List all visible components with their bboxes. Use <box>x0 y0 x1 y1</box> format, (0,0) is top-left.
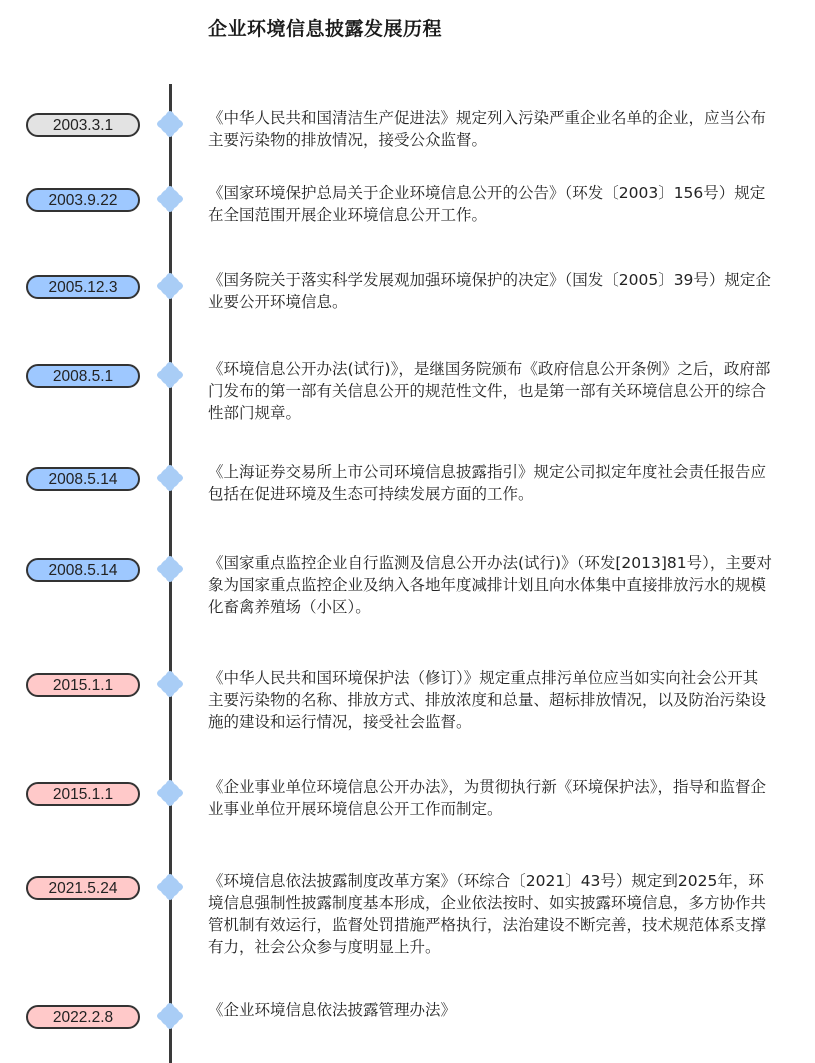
date-badge: 2008.5.14 <box>26 558 140 582</box>
date-badge: 2005.12.3 <box>26 275 140 299</box>
event-description: 《国家重点监控企业自行监测及信息公开办法(试行)》（环发[2013]81号），主要对象为国家重点监控企业及纳入各地年度减排计划且向水体集中直接排放污水的规模化畜禽养殖场（小区）。 <box>208 554 772 616</box>
date-badge: 2015.1.1 <box>26 782 140 806</box>
date-badge: 2021.5.24 <box>26 876 140 900</box>
page-title: 企业环境信息披露发展历程 <box>208 18 443 40</box>
date-badge: 2003.9.22 <box>26 188 140 212</box>
date-badge: 2015.1.1 <box>26 673 140 697</box>
timeline-node-icon <box>160 877 180 897</box>
event-description: 《国家环境保护总局关于企业环境信息公开的公告》（环发〔2003〕156号）规定在全国范围开展企业环境信息公开工作。 <box>208 184 766 224</box>
timeline-node-icon <box>160 189 180 209</box>
date-badge: 2022.2.8 <box>26 1005 140 1029</box>
event-description: 《企业环境信息依法披露管理办法》 <box>208 1001 457 1019</box>
timeline-node-icon <box>160 674 180 694</box>
event-description: 《企业事业单位环境信息公开办法》，为贯彻执行新《环境保护法》，指导和监督企业事业单位开展环境信息公开工作而制定。 <box>208 778 767 818</box>
date-badge: 2008.5.14 <box>26 467 140 491</box>
event-description: 《中华人民共和国清洁生产促进法》规定列入污染严重企业名单的企业，应当公布主要污染物的排放情况，接受公众监督。 <box>208 109 767 149</box>
timeline-node-icon <box>160 114 180 134</box>
timeline-node-icon <box>160 783 180 803</box>
event-description: 《环境信息依法披露制度改革方案》（环综合〔2021〕43号）规定到2025年，环境信息强制性披露制度基本形成，企业依法按时、如实披露环境信息，多方协作共管机制有效运行，监督处罚措施严格执行，法治建设不断完善，技术规范体系支撑有力，社会公众参与度明显上升。 <box>208 872 767 956</box>
date-badge: 2003.3.1 <box>26 113 140 137</box>
timeline-node-icon <box>160 559 180 579</box>
event-description: 《中华人民共和国环境保护法（修订）》规定重点排污单位应当如实向社会公开其主要污染物的名称、排放方式、排放浓度和总量、超标排放情况，以及防治污染设施的建设和运行情况，接受社会监督。 <box>208 669 767 731</box>
timeline-node-icon <box>160 276 180 296</box>
event-description: 《上海证券交易所上市公司环境信息披露指引》规定公司拟定年度社会责任报告应包括在促进环境及生态可持续发展方面的工作。 <box>208 463 767 503</box>
event-description: 《环境信息公开办法(试行)》，是继国务院颁布《政府信息公开条例》之后，政府部门发布的第一部有关信息公开的规范性文件，也是第一部有关环境信息公开的综合性部门规章。 <box>208 360 771 422</box>
date-badge: 2008.5.1 <box>26 364 140 388</box>
timeline-node-icon <box>160 365 180 385</box>
timeline-node-icon <box>160 1006 180 1026</box>
timeline-node-icon <box>160 468 180 488</box>
event-description: 《国务院关于落实科学发展观加强环境保护的决定》（国发〔2005〕39号）规定企业要公开环境信息。 <box>208 271 771 311</box>
